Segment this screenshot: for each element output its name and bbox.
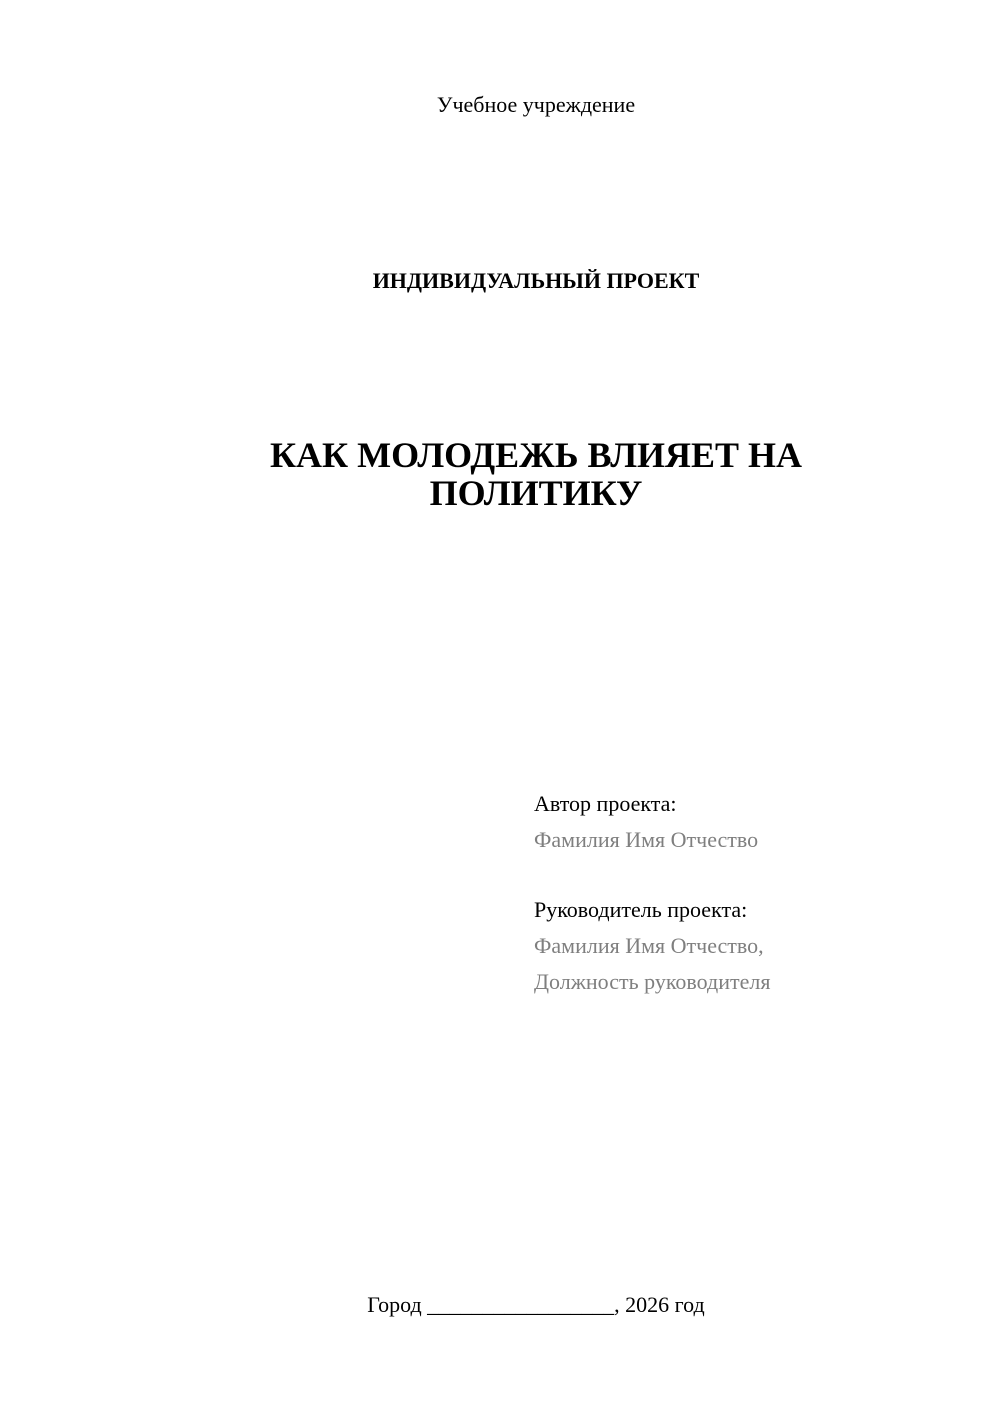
supervisor-label: Руководитель проекта: bbox=[534, 897, 748, 922]
project-title bbox=[0, 436, 1000, 512]
supervisor-position: Должность руководителя bbox=[534, 969, 771, 994]
author-name: Фамилия Имя Отчество bbox=[534, 827, 759, 852]
city-year-line: Город _________________, 2026 год bbox=[367, 1292, 705, 1317]
supervisor-name: Фамилия Имя Отчество, bbox=[534, 933, 764, 958]
institution-name: Учебное учреждение bbox=[436, 92, 636, 117]
author-label: Автор проекта: bbox=[534, 791, 677, 816]
credits-spacer bbox=[534, 858, 974, 892]
project-title-line-2: ПОЛИТИКУ bbox=[429, 473, 643, 513]
project-type-heading: ИНДИВИДУАЛЬНЫЙ ПРОЕКТ bbox=[372, 268, 700, 293]
credits-block bbox=[534, 786, 974, 1000]
project-title-line-1: КАК МОЛОДЕЖЬ ВЛИЯЕТ НА bbox=[269, 435, 803, 475]
